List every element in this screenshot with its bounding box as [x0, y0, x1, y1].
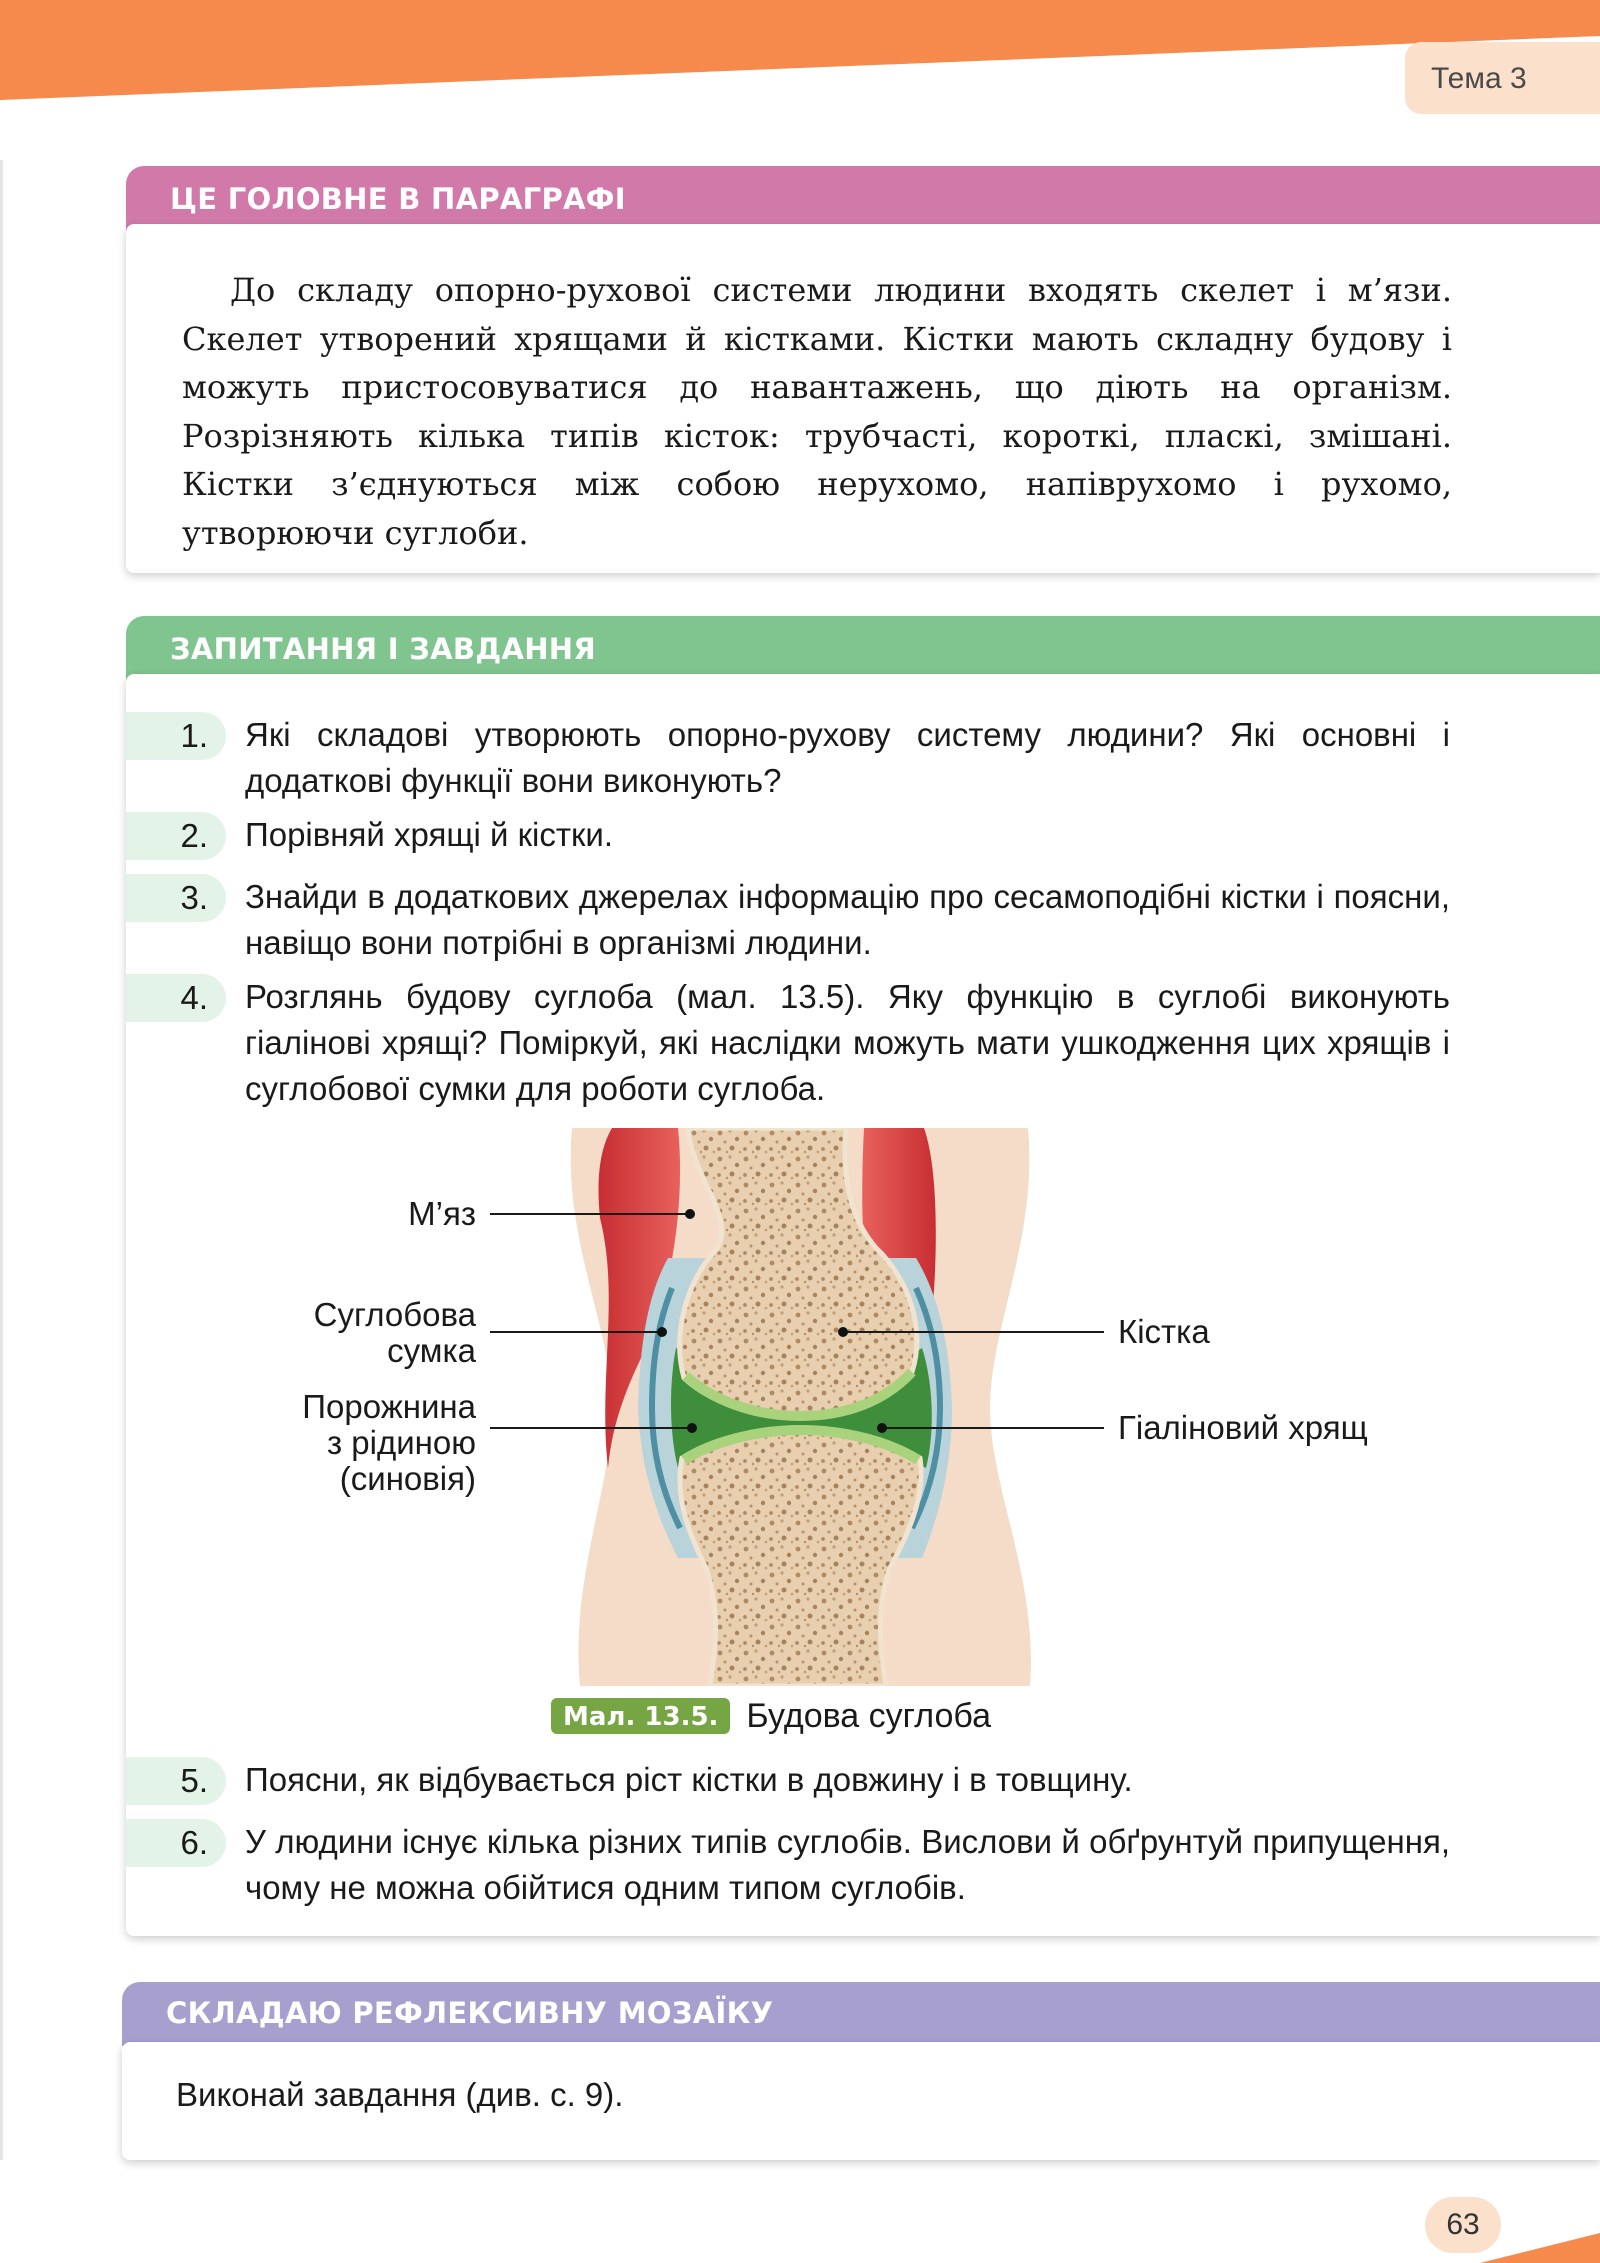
questions-title: ЗАПИТАННЯ І ЗАВДАННЯ	[170, 632, 596, 666]
summary-text: До складу опорно-рухової системи людини входять скелет і м’язи. Скелет утворений хрящами й кістками. Кістки мають складну будову і можуть пристосовуватися до навантажень, що діють на організм. Розрізняють кілька типів кісток: трубчасті, короткі, пласкі, змішані. Кістки з’єднуються між собою нерухомо, напіврухомо і рухомо, утворюючи суглоби.	[182, 271, 1452, 552]
theme-label: Тема 3	[1431, 62, 1527, 95]
reflection-header	[122, 1982, 1600, 2046]
question-text: Розглянь будову суглоба (мал. 13.5). Яку функцію в суглобі виконують гіалінові хрящі? Поміркуй, які наслідки можуть мати ушкодження цих хрящів і суглобової сумки для роботи суглоба.	[245, 978, 1450, 1107]
question-text: У людини існує кілька різних типів суглобів. Вислови й обґрунтуй припущення, чому не можна обійтися одним типом суглобів.	[245, 1823, 1450, 1906]
summary-title: ЦЕ ГОЛОВНЕ В ПАРАГРАФІ	[170, 182, 626, 216]
figure-caption-badge: Мал. 13.5.	[551, 1698, 730, 1734]
question-text: Поясни, як відбувається ріст кістки в довжину і в товщину.	[245, 1761, 1133, 1798]
label-synovial-cavity: Порожнина з рідиною (синовія)	[302, 1388, 476, 1497]
label-joint-capsule: Суглобова сумка	[313, 1296, 476, 1369]
reflection-text: Виконай завдання (див. с. 9).	[176, 2076, 624, 2113]
label-hyaline-cartilage: Гіаліновий хрящ	[1118, 1409, 1368, 1446]
figure-caption-text: Будова суглоба	[746, 1696, 992, 1735]
label-muscle: М’яз	[408, 1195, 476, 1232]
question-number: 1.	[126, 712, 226, 760]
question-text: Які складові утворюють опорно-рухову систему людини? Які основні і додаткові функції вони виконують?	[245, 716, 1450, 799]
reflection-title: СКЛАДАЮ РЕФЛЕКСИВНУ МОЗАЇКУ	[166, 1996, 774, 2030]
page-number: 63	[1425, 2197, 1501, 2253]
question-number: 6.	[126, 1819, 226, 1867]
question-number: 4.	[126, 974, 226, 1022]
figure-caption	[551, 1693, 991, 1739]
reflection-section	[122, 1982, 1600, 2160]
label-bone: Кістка	[1118, 1313, 1210, 1350]
question-number: 5.	[126, 1757, 226, 1805]
question-number: 3.	[126, 874, 226, 922]
question-text: Порівняй хрящі й кістки.	[245, 816, 614, 853]
question-text: Знайди в додаткових джерелах інформацію про сесамоподібні кістки і поясни, навіщо вони потрібні в організмі людини.	[245, 878, 1450, 961]
question-number: 2.	[126, 812, 226, 860]
